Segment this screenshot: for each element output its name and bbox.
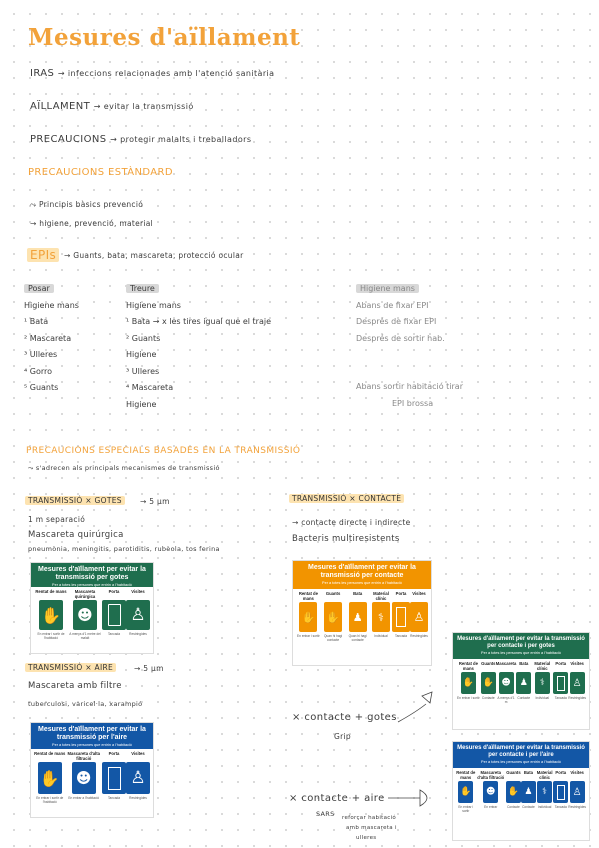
col-item: ⁴ Gorro	[24, 366, 52, 376]
gloves-icon: ✋	[481, 672, 496, 694]
poster-item-caption: Individual	[537, 805, 552, 809]
poster-item-caption: Tancada	[554, 805, 567, 809]
poster-item	[370, 591, 392, 642]
poster-contacte-gotes	[452, 632, 590, 730]
poster-subtitle: Per a totes les persones que entrin a l'habitació	[322, 581, 402, 585]
poster-item-label: Visites	[570, 661, 584, 666]
poster-item-label: Rentat de mans	[35, 589, 67, 594]
poster-item-label: Guants	[506, 770, 521, 775]
definition-precaucions	[30, 134, 251, 145]
poster-item-caption: En entrar i sortir de l'habitació	[37, 632, 65, 640]
stethoscope-icon: ⚕	[537, 781, 552, 803]
col-item: Higiene mans	[24, 300, 79, 310]
hands-icon: ✋	[299, 602, 317, 632]
poster-item-label: Guants	[325, 591, 341, 596]
poster-item-label: Material clínic	[536, 770, 553, 780]
poster-item	[568, 770, 586, 813]
gotes-size: → 5 μm	[140, 497, 170, 506]
mask-icon: ☻	[483, 781, 498, 803]
poster-header	[453, 633, 589, 659]
poster-item-label: Visites	[131, 751, 145, 756]
poster-item-label: Rentat de mans	[34, 751, 66, 756]
poster-header	[31, 723, 153, 749]
poster-item-caption: Quan hi hagi contacte	[348, 634, 367, 642]
poster-item-label: Porta	[395, 591, 407, 596]
poster-item-label: Visites	[412, 591, 426, 596]
contacte-heading: TRANSMISSIÓ × CONTACTE	[289, 494, 404, 503]
poster-item-caption: Contacte	[522, 805, 535, 809]
col-item: ³ Ulleres	[24, 350, 58, 359]
gotes-line-1: 1 m separació	[28, 515, 86, 524]
definition-iras	[30, 68, 274, 79]
door-icon	[102, 762, 126, 794]
stethoscope-icon: ⚕	[372, 602, 390, 632]
combo-contacte-aire-note3: amb mascareta i	[346, 825, 397, 831]
gown-icon: ♟	[516, 672, 531, 694]
mask-icon: ☻	[73, 600, 97, 630]
standard-line-2: → higiene, prevenció, material	[30, 219, 154, 228]
definition-term: AÏLLAMENT	[30, 101, 91, 112]
section-heading-standard: PRECAUCIONS ESTÀNDARD	[28, 167, 173, 178]
poster-item-label: Porta	[108, 751, 120, 756]
col-item: ⁴ Mascareta	[126, 383, 174, 392]
col-item: Higiene	[126, 399, 157, 409]
poster-item-label: Visites	[131, 589, 145, 594]
poster-item-label: Porta	[555, 661, 567, 666]
stethoscope-icon: ⚕	[535, 672, 550, 694]
poster-header	[453, 742, 589, 768]
definition-text: → protegir malalts i treballadors	[110, 135, 252, 144]
aire-size: → 5 μm	[134, 664, 164, 673]
poster-item	[476, 770, 506, 813]
poster-item-caption: Contacte	[507, 805, 520, 809]
definition-text: → infeccions relacionades amb l'atenció sanitària	[57, 69, 275, 78]
combo-contacte-gotes: × contacte + gotes	[292, 712, 397, 723]
gotes-line-2: Mascareta quirúrgica	[28, 530, 124, 540]
poster-item	[410, 591, 428, 642]
col-item: ³ Ulleres	[126, 366, 160, 376]
poster-header	[31, 563, 153, 587]
poster-item	[553, 770, 568, 813]
hands-icon: ✋	[38, 762, 62, 794]
combo-contacte-aire-note2: reforçar habitació	[342, 815, 397, 821]
epis-col-higiene-note2: EPI brossa	[392, 399, 434, 408]
col-item: ¹ Bata	[24, 317, 49, 326]
col-item: ² Guants	[126, 333, 161, 343]
epis-col-higiene-note1: Abans sortir habitació tirar	[356, 382, 463, 391]
poster-title: Mesures d'aïllament per evitar la transmissió per contacte	[308, 564, 416, 579]
poster-item-caption: En entrar i sortir de l'habitació	[36, 796, 64, 804]
poster-item-caption: En entrar	[484, 805, 498, 809]
col-head: Treure	[126, 284, 159, 293]
poster-items	[453, 659, 589, 704]
mask-icon: ☻	[499, 672, 514, 694]
combo-contacte-gotes-note: Grip	[334, 732, 351, 741]
poster-item	[102, 751, 126, 804]
poster-item-label: Porta	[108, 589, 120, 594]
poster-item-caption: Tancada	[107, 796, 121, 800]
col-item: Higiene	[126, 350, 157, 359]
poster-item	[506, 770, 521, 813]
poster-contacte-aire	[452, 741, 590, 841]
col-item: Higiene mans	[126, 300, 181, 310]
poster-item-label: Material clínic	[534, 661, 551, 671]
poster-item-label: Material clínic	[373, 591, 389, 601]
gotes-line-3: pneumònia, meningitis, parotiditis, rubèola, tos ferina	[28, 545, 220, 553]
poster-subtitle: Per a totes les persones que entrin a l'habitació	[481, 760, 561, 764]
poster-item-caption: En entrar i sortir	[457, 696, 480, 700]
epis-label: EPIs	[27, 248, 59, 262]
poster-items	[293, 589, 431, 642]
poster-item-label: Rentat de mans	[456, 770, 476, 780]
definition-aillament	[30, 101, 194, 112]
mask-icon: ☻	[72, 762, 96, 794]
person-icon: ♙	[410, 602, 428, 632]
door-icon	[392, 602, 410, 632]
special-sub: ⤳ s'adrecen als principals mecanismes de transmissió	[28, 464, 220, 472]
poster-item	[34, 589, 68, 640]
person-icon: ♙	[570, 781, 585, 803]
poster-item-label: Guants	[481, 661, 496, 666]
poster-title: Mesures d'aïllament per evitar la transmissió per gotes	[38, 566, 146, 581]
aire-line-2: tuberculosi, varicel·la, xarampió	[28, 700, 143, 708]
poster-item-caption: Individual	[374, 634, 388, 638]
section-heading-special: PRECAUCIONS ESPECIALS BASADES EN LA TRANSMISSIÓ	[26, 446, 301, 456]
poster-item-label: Bata	[519, 661, 529, 666]
poster-item	[531, 661, 553, 704]
gown-icon: ♟	[521, 781, 536, 803]
poster-item-caption: Quan hi hagi contacte	[324, 634, 343, 642]
col-item: ² Mascareta	[24, 333, 72, 343]
poster-item	[392, 591, 410, 642]
col-head: Higiene mans	[356, 284, 419, 293]
poster-item-caption: Restringides	[129, 796, 147, 800]
poster-items	[453, 768, 589, 813]
col-item: Després de fixar EPI	[356, 317, 437, 326]
poster-item-caption: En entrar i sortir	[297, 634, 320, 638]
contacte-line-1: → contacte directe i indirecte	[292, 518, 411, 527]
poster-item-label: Porta	[555, 770, 567, 775]
poster-item	[456, 661, 481, 704]
combo-contacte-aire-note4: ulleres	[356, 835, 377, 841]
poster-item-label: Mascareta	[495, 661, 517, 666]
poster-item	[553, 661, 568, 704]
gloves-icon: ✋	[506, 781, 521, 803]
arrow-icon	[386, 786, 436, 810]
door-icon	[553, 672, 568, 694]
arrow-icon	[396, 690, 441, 726]
poster-title: Mesures d'aïllament per evitar la transmissió per l'aire	[38, 726, 146, 741]
poster-item	[456, 770, 476, 813]
poster-item	[521, 770, 536, 813]
poster-item-caption: Restringides	[410, 634, 428, 638]
aire-heading: TRANSMISSIÓ × AIRE	[25, 663, 116, 672]
combo-contacte-aire-note: SARS	[316, 810, 335, 818]
poster-item	[296, 591, 321, 642]
combo-contacte-aire: × contacte + aire	[289, 793, 385, 804]
aire-line-1: Mascareta amb filtre	[28, 681, 122, 691]
poster-items	[31, 587, 153, 640]
poster-item-label: Bata	[523, 770, 533, 775]
poster-gotes	[30, 562, 154, 654]
poster-item-caption: A menys d'1 metre del malalt	[69, 632, 101, 640]
poster-item-label: Mascareta d'alta filtració	[477, 770, 505, 780]
poster-items	[31, 749, 153, 804]
poster-item-caption: Restringides	[129, 632, 147, 636]
poster-item-label: Bata	[353, 591, 363, 596]
epis-col-treure	[126, 281, 271, 413]
poster-item-caption: Contacte	[481, 696, 495, 700]
contacte-line-2: Bacteris multiresistents	[292, 534, 400, 544]
page-title: Mesures d'aïllament	[28, 24, 301, 51]
poster-item	[516, 661, 531, 704]
poster-item-caption: Contacte	[517, 696, 531, 700]
poster-item	[66, 751, 102, 804]
poster-aire	[30, 722, 154, 818]
poster-subtitle: Per a totes les persones que entrin a l'habitació	[52, 583, 132, 587]
col-item: Abans de fixar EPI	[356, 300, 429, 310]
poster-item	[126, 751, 150, 804]
poster-contacte	[292, 560, 432, 666]
epis-col-posar	[24, 281, 79, 397]
poster-item	[481, 661, 496, 704]
epis-col-higiene	[356, 281, 445, 347]
gotes-heading: TRANSMISSIÓ × GOTES	[25, 496, 125, 505]
col-item: ⁵ Guants	[24, 383, 59, 392]
col-item: ¹ Bata → x les tires igual que el traje	[126, 317, 272, 326]
poster-item	[345, 591, 370, 642]
poster-item-caption: En entrar i sortir	[458, 805, 474, 813]
poster-item-caption: Restringides	[568, 696, 586, 700]
poster-item	[536, 770, 553, 813]
hands-icon: ✋	[39, 600, 63, 630]
poster-item-caption: Tancada	[394, 634, 408, 638]
person-icon: ♙	[570, 672, 585, 694]
poster-item-caption: En entrar a l'habitació	[68, 796, 100, 800]
door-icon	[553, 781, 568, 803]
poster-item-label: Rentat de mans	[298, 591, 318, 601]
col-head: Posar	[24, 284, 54, 293]
col-item: Després de sortir hab.	[356, 333, 445, 343]
definition-text: → evitar la transmissió	[93, 102, 194, 111]
definition-term: PRECAUCIONS	[30, 134, 107, 145]
standard-line-1: ⤳ Principis bàsics prevenció	[30, 200, 144, 209]
hands-icon: ✋	[461, 672, 476, 694]
poster-item-caption: Individual	[535, 696, 550, 700]
person-icon: ♙	[126, 762, 150, 794]
poster-subtitle: Per a totes les persones que entrin a l'habitació	[481, 651, 561, 655]
poster-item	[102, 589, 126, 640]
poster-item	[126, 589, 150, 640]
epis-text: → Guants, bata, mascareta, protecció ocular	[64, 251, 244, 260]
poster-item	[321, 591, 346, 642]
gloves-icon: ✋	[324, 602, 342, 632]
poster-item-label: Visites	[570, 770, 584, 775]
door-icon	[102, 600, 126, 630]
poster-item	[68, 589, 102, 640]
hands-icon: ✋	[458, 781, 473, 803]
gown-icon: ♟	[349, 602, 367, 632]
poster-item	[496, 661, 517, 704]
poster-item-label: Rentat de mans	[458, 661, 478, 671]
person-icon: ♙	[126, 600, 150, 630]
definition-term: IRAS	[30, 68, 55, 79]
poster-title: Mesures d'aïllament per evitar la transmissió per contacte i per gotes	[457, 636, 585, 649]
poster-item-caption: Tancada	[107, 632, 121, 636]
poster-item-label: Mascareta quirúrgica	[74, 589, 96, 599]
poster-item-caption: Tancada	[554, 696, 567, 700]
poster-header	[293, 561, 431, 589]
poster-item	[568, 661, 586, 704]
poster-item-caption: Restringides	[568, 805, 586, 809]
poster-title: Mesures d'aïllament per evitar la transmissió per contacte i per l'aire	[457, 745, 585, 758]
poster-item	[34, 751, 66, 804]
poster-item-caption: A menys d'1 m	[497, 696, 515, 704]
poster-subtitle: Per a totes les persones que entrin a l'habitació	[52, 743, 132, 747]
poster-item-label: Mascareta d'alta filtració	[67, 751, 100, 761]
